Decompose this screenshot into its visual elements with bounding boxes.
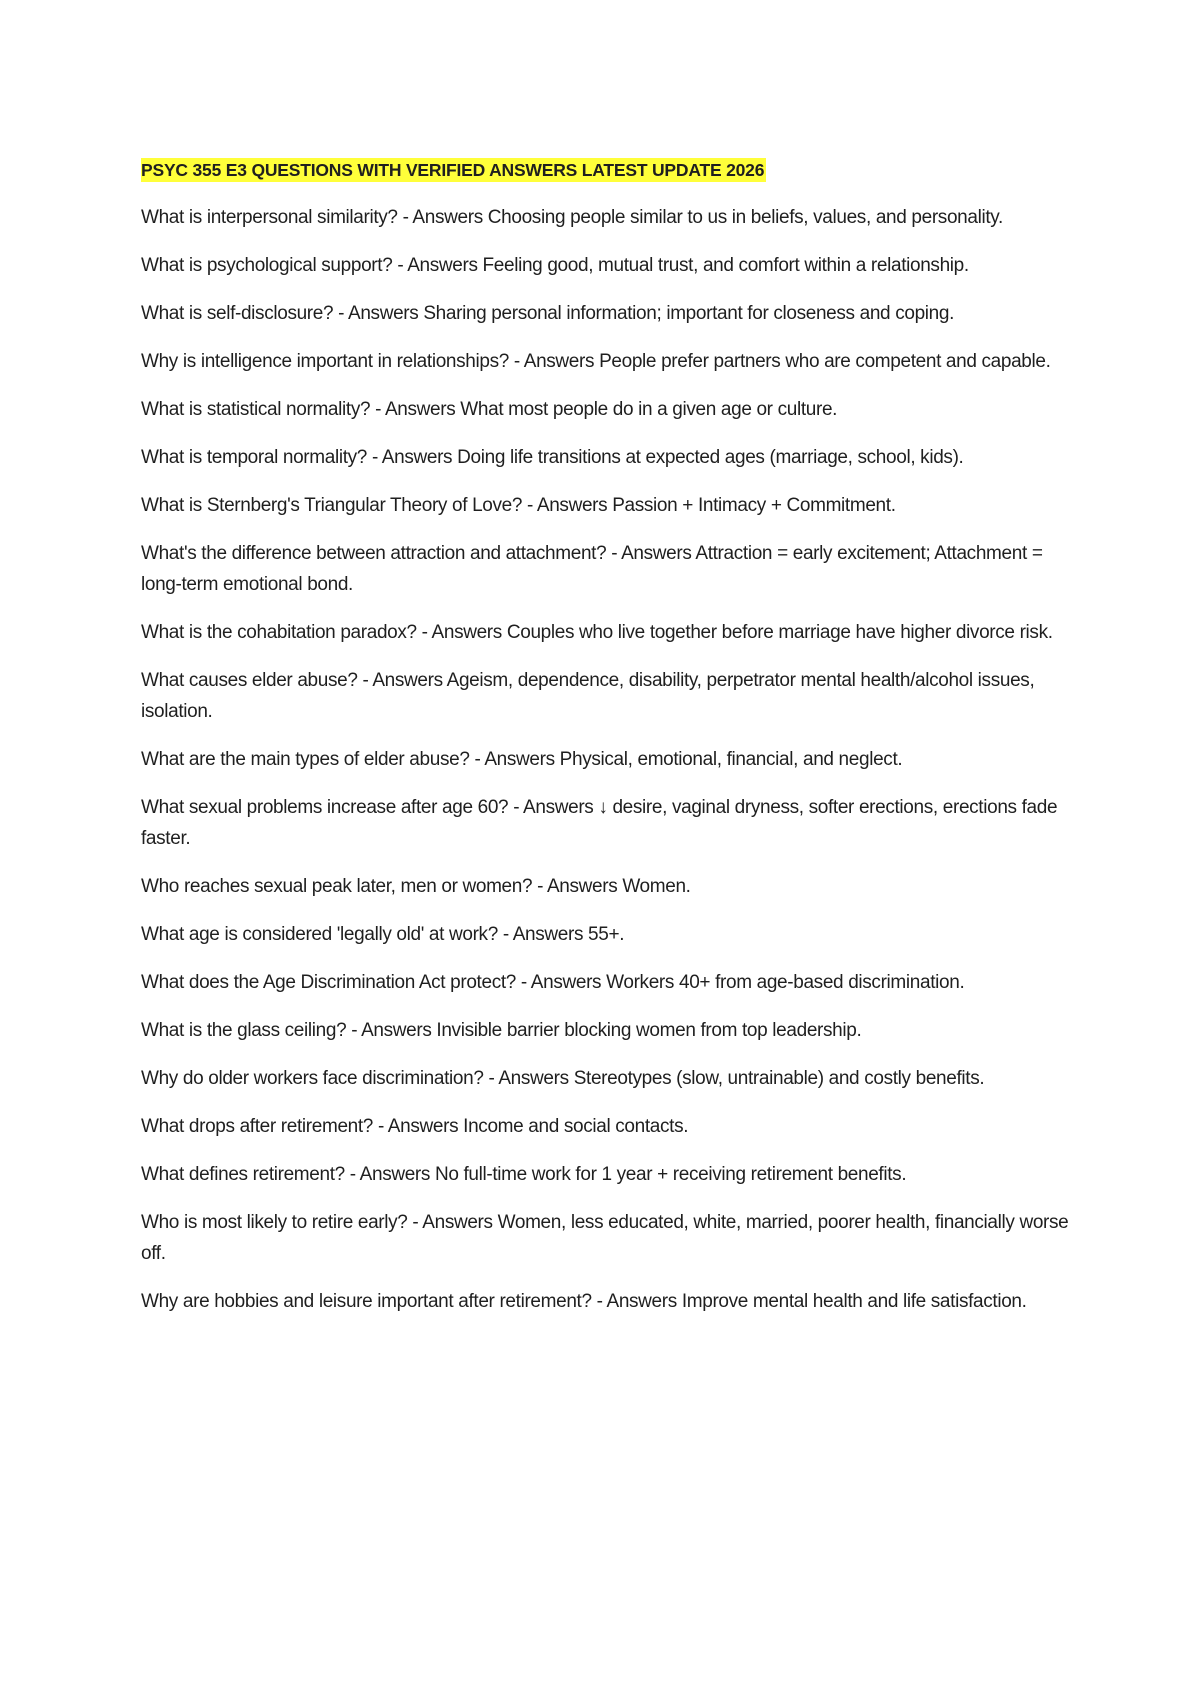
qa-item: What is self-disclosure? - Answers Sharing personal information; important for closeness and coping. bbox=[141, 303, 955, 324]
qa-item: What age is considered 'legally old' at work? - Answers 55+. bbox=[141, 924, 625, 945]
document-title: PSYC 355 E3 QUESTIONS WITH VERIFIED ANSWERS LATEST UPDATE 2026 bbox=[141, 160, 765, 180]
qa-item: Who reaches sexual peak later, men or women? - Answers Women. bbox=[141, 876, 691, 897]
qa-item: Who is most likely to retire early? - Answers Women, less educated, white, married, poorer health, financially worse off. bbox=[141, 1212, 1069, 1264]
qa-item: Why is intelligence important in relationships? - Answers People prefer partners who are competent and capable. bbox=[141, 351, 1051, 372]
qa-item: What is psychological support? - Answers Feeling good, mutual trust, and comfort within a relationship. bbox=[141, 255, 969, 276]
qa-item: What is temporal normality? - Answers Doing life transitions at expected ages (marriage, school, kids). bbox=[141, 447, 964, 468]
qa-item: What is Sternberg's Triangular Theory of Love? - Answers Passion + Intimacy + Commitment. bbox=[141, 495, 896, 516]
qa-item: What drops after retirement? - Answers Income and social contacts. bbox=[141, 1116, 689, 1137]
qa-item: What causes elder abuse? - Answers Ageism, dependence, disability, perpetrator mental health/alcohol issues, isolation. bbox=[141, 670, 1035, 722]
qa-item: Why do older workers face discrimination? - Answers Stereotypes (slow, untrainable) and costly benefits. bbox=[141, 1068, 985, 1089]
qa-list bbox=[141, 202, 1071, 1317]
qa-item: What defines retirement? - Answers No full-time work for 1 year + receiving retirement benefits. bbox=[141, 1164, 907, 1185]
qa-item: What are the main types of elder abuse? - Answers Physical, emotional, financial, and neglect. bbox=[141, 749, 903, 770]
qa-item: What is the cohabitation paradox? - Answers Couples who live together before marriage have higher divorce risk. bbox=[141, 622, 1053, 643]
qa-item: What's the difference between attraction and attachment? - Answers Attraction = early excitement; Attachment = long-term emotional bond. bbox=[141, 543, 1043, 595]
qa-item: What does the Age Discrimination Act protect? - Answers Workers 40+ from age-based discrimination. bbox=[141, 972, 965, 993]
qa-item: What is statistical normality? - Answers What most people do in a given age or culture. bbox=[141, 399, 838, 420]
qa-item: What is the glass ceiling? - Answers Invisible barrier blocking women from top leadership. bbox=[141, 1020, 862, 1041]
document-content bbox=[141, 158, 1071, 1334]
qa-item: Why are hobbies and leisure important after retirement? - Answers Improve mental health and life satisfaction. bbox=[141, 1291, 1027, 1312]
qa-item: What sexual problems increase after age 60? - Answers ↓ desire, vaginal dryness, softer erections, erections fade faster. bbox=[141, 797, 1058, 849]
qa-item: What is interpersonal similarity? - Answers Choosing people similar to us in beliefs, values, and personality. bbox=[141, 207, 1003, 228]
